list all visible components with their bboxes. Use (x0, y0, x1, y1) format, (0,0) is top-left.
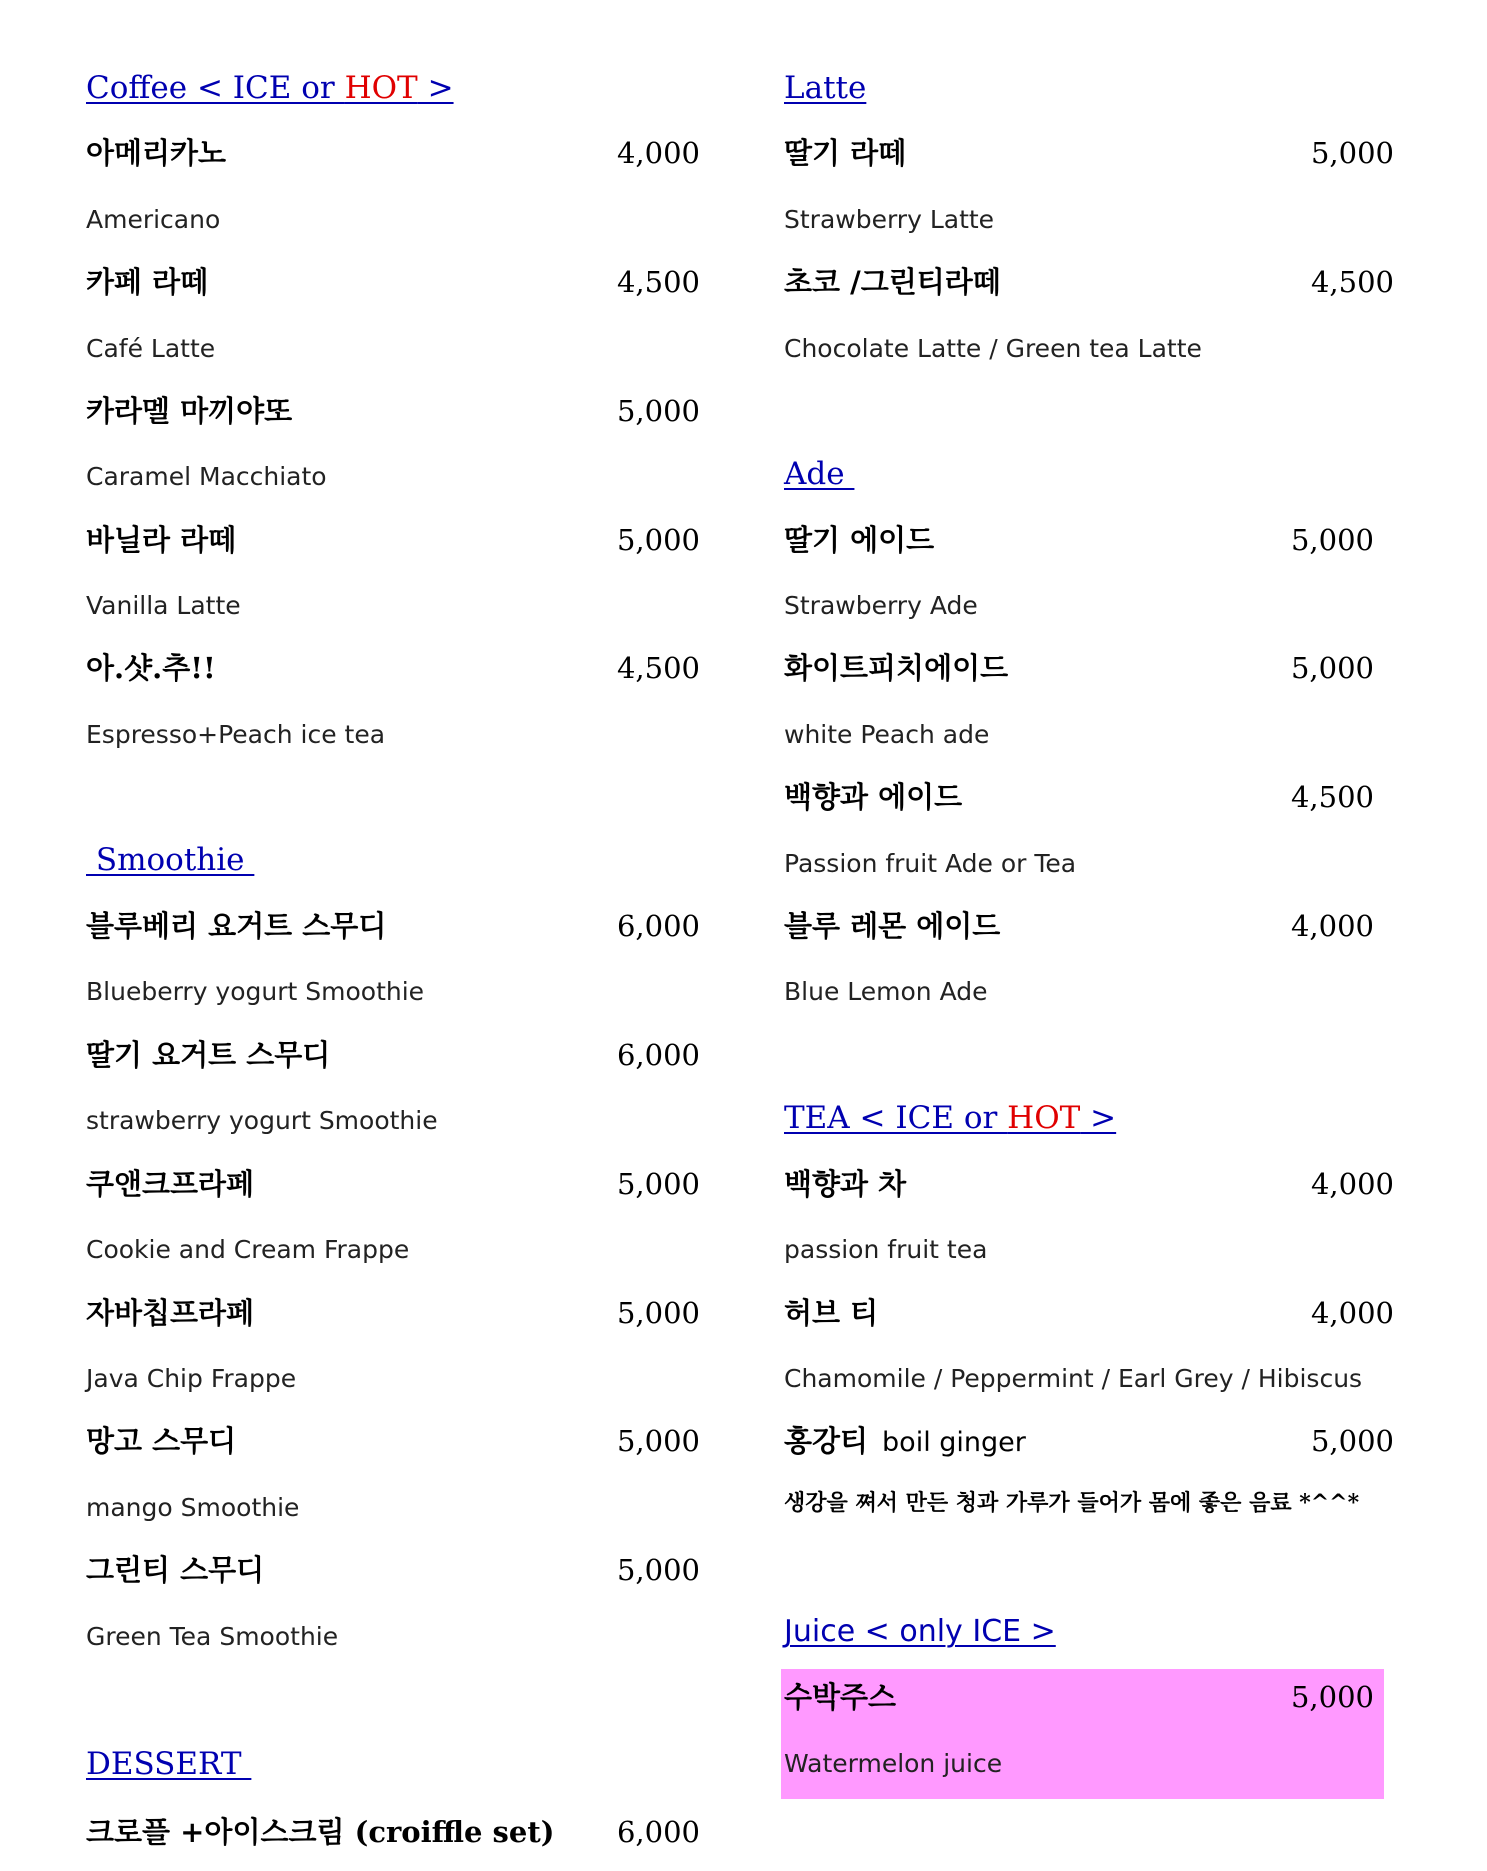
menu-item-price: 5,000 (616, 1167, 700, 1201)
menu-item-desc: Espresso+Peach ice tea (86, 720, 386, 749)
menu-item-name: 수박주스 (784, 1680, 897, 1714)
dessert-heading: DESSERT (86, 1746, 252, 1782)
menu-item-price: 5,000 (1310, 1424, 1394, 1458)
menu-item-price: 4,000 (1310, 1296, 1394, 1330)
menu-item-price: 4,500 (616, 265, 700, 299)
tea-note: 생강을 쪄서 만든 청과 가루가 들어가 몸에 좋은 음료 *^^* (784, 1490, 1360, 1516)
menu-item-desc: Passion fruit Ade or Tea (784, 849, 1077, 878)
menu-item-name: 블루베리 요거트 스무디 (86, 909, 387, 943)
menu-item-desc: Watermelon juice (784, 1749, 1003, 1778)
menu-item-desc: Green Tea Smoothie (86, 1622, 339, 1651)
menu-item-desc: Blue Lemon Ade (784, 977, 988, 1006)
menu-item-name: 초코 /그린티라떼 (784, 265, 1001, 299)
menu-item-desc: Americano (86, 205, 221, 234)
menu-item-name: 카페 라떼 (86, 265, 209, 299)
menu-item-name: 블루 레몬 에이드 (784, 909, 1001, 943)
menu-item-name: 바닐라 라떼 (86, 523, 237, 557)
menu-item-name: 백향과 에이드 (784, 780, 963, 814)
menu-item-desc: Café Latte (86, 334, 216, 363)
menu-item-desc: Blueberry yogurt Smoothie (86, 977, 425, 1006)
juice-heading: Juice < only ICE > (784, 1614, 1056, 1649)
menu-item-name (784, 1421, 1026, 1463)
menu-item-desc: Chamomile / Peppermint / Earl Grey / Hibiscus (784, 1364, 1363, 1393)
menu-item-desc: Chocolate Latte / Green tea Latte (784, 334, 1202, 363)
menu-item-name: 딸기 요거트 스무디 (86, 1038, 331, 1072)
menu-item-price: 5,000 (1310, 136, 1394, 170)
menu-item-price: 6,000 (616, 909, 700, 943)
menu-item-name-en: boil ginger (882, 1427, 1026, 1458)
menu-item-price: 6,000 (616, 1038, 700, 1072)
menu-item-name: 딸기 에이드 (784, 523, 935, 557)
menu-item-desc: Caramel Macchiato (86, 462, 327, 491)
menu-item-desc: Strawberry Latte (784, 205, 995, 234)
menu-item-desc: mango Smoothie (86, 1493, 300, 1522)
menu-item-name: 아.샷.추!! (86, 651, 216, 685)
menu-item-price: 5,000 (616, 1296, 700, 1330)
menu-item-desc: Vanilla Latte (86, 591, 241, 620)
menu-item-name-ko: 홍강티 (784, 1424, 869, 1458)
menu-item-name: 딸기 라떼 (784, 136, 907, 170)
latte-heading: Latte (784, 70, 867, 106)
menu-item-name: 허브 티 (784, 1296, 879, 1330)
menu-item-price: 5,000 (616, 523, 700, 557)
menu-item-desc: passion fruit tea (784, 1235, 988, 1264)
menu-item-price: 5,000 (1290, 651, 1374, 685)
menu-item-name: 카라멜 마끼야또 (86, 394, 293, 428)
menu-item-desc: white Peach ade (784, 720, 990, 749)
menu-item-desc: Cookie and Cream Frappe (86, 1235, 410, 1264)
menu-item-price: 4,500 (616, 651, 700, 685)
menu-item-price: 5,000 (616, 1553, 700, 1587)
menu-item-name: 백향과 차 (784, 1167, 907, 1201)
menu-item-name: 화이트피치에이드 (784, 651, 1009, 685)
menu-item-name: 크로플 +아이스크림 (croiffle set) (86, 1815, 555, 1849)
menu-item-desc: Strawberry Ade (784, 591, 978, 620)
menu-item-price: 6,000 (616, 1815, 700, 1849)
menu-item-desc: strawberry yogurt Smoothie (86, 1106, 438, 1135)
menu-item-name: 쿠앤크프라페 (86, 1167, 255, 1201)
menu-item-price: 4,000 (1290, 909, 1374, 943)
tea-heading: TEA < ICE or HOT > (784, 1100, 1117, 1136)
menu-item-price: 5,000 (1290, 523, 1374, 557)
ade-heading: Ade (784, 456, 855, 492)
menu-item-price: 5,000 (616, 1424, 700, 1458)
smoothie-heading: Smoothie (86, 842, 255, 878)
menu-item-price: 4,500 (1290, 780, 1374, 814)
menu-item-price: 5,000 (616, 394, 700, 428)
menu-item-desc: Java Chip Frappe (86, 1364, 297, 1393)
menu-item-name: 아메리카노 (86, 136, 227, 170)
menu-item-name: 자바칩프라페 (86, 1296, 255, 1330)
menu-item-price: 4,500 (1310, 265, 1394, 299)
menu-item-price: 4,000 (616, 136, 700, 170)
menu-item-name: 망고 스무디 (86, 1424, 237, 1458)
menu-item-price: 4,000 (1310, 1167, 1394, 1201)
coffee-heading: Coffee < ICE or HOT > (86, 70, 454, 106)
menu-item-price: 5,000 (1290, 1680, 1374, 1714)
menu-item-name: 그린티 스무디 (86, 1553, 265, 1587)
